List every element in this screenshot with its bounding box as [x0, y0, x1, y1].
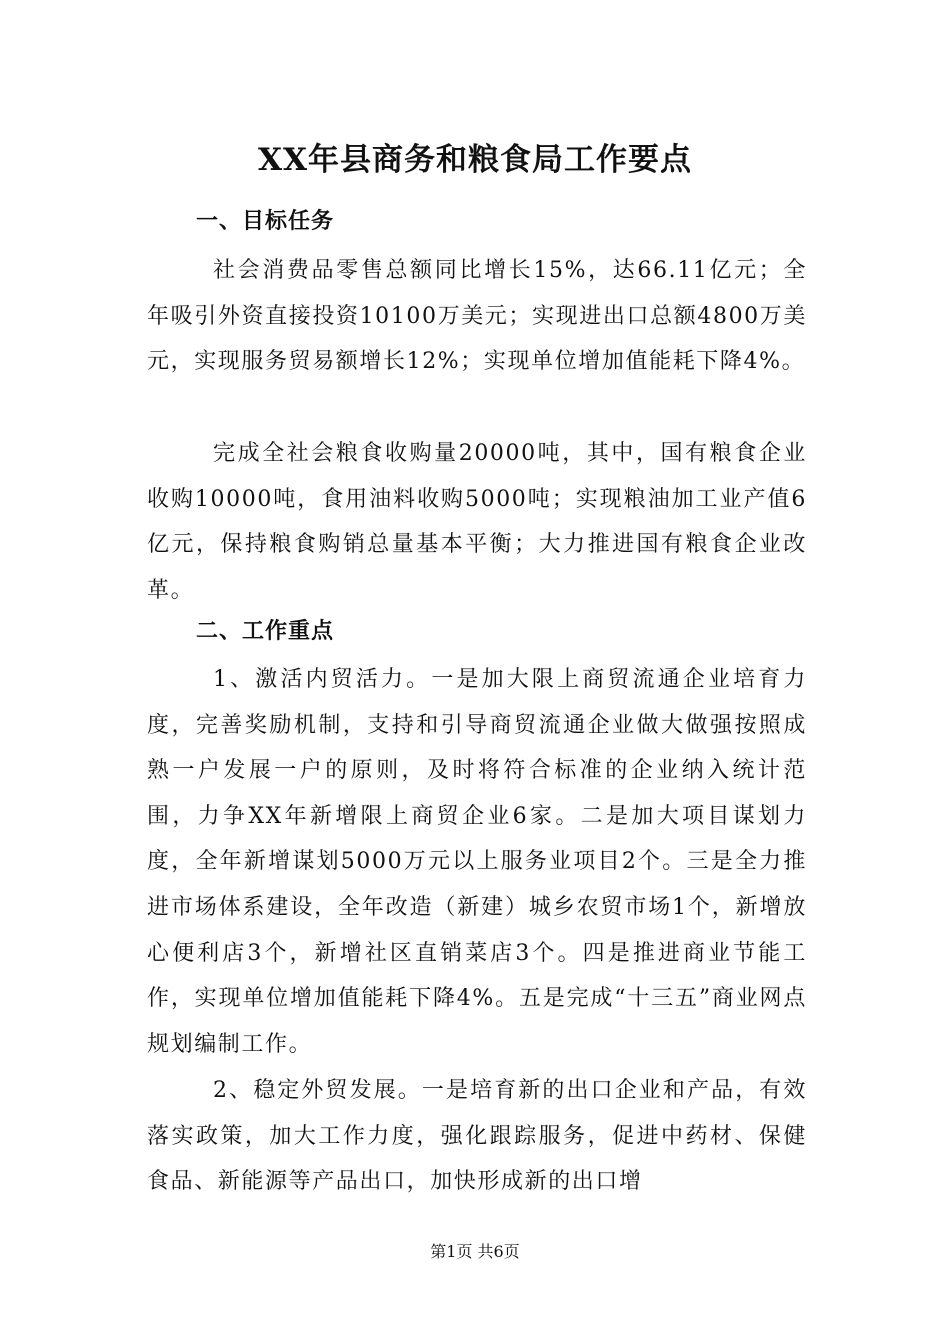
paragraph-targets-trade: 社会消费品零售总额同比增长15%，达66.11亿元；全年吸引外资直接投资10100万美元；实现进出口总额4800万美元，实现服务贸易额增长12%；实现单位增加值能耗下降4%。	[147, 258, 807, 375]
page-number-footer: 第1页 共6页	[430, 1242, 520, 1261]
paragraph-targets-grain: 完成全社会粮食收购量20000吨，其中，国有粮食企业收购10000吨，食用油料收购5000吨；实现粮油加工业产值6亿元，保持粮食购销总量基本平衡；大力推进国有粮食企业改革。	[147, 441, 807, 603]
document-title: XX年县商务和粮食局工作要点	[257, 142, 693, 178]
section-heading-priorities: 二、工作重点	[196, 619, 335, 644]
paragraph-domestic-trade: 1、激活内贸活力。一是加大限上商贸流通企业培育力度，完善奖励机制，支持和引导商贸流通企业做大做强按照成熟一户发展一户的原则，及时将符合标准的企业纳入统计范围，力争XX年新增限上商贸企业6家。二是加大项目谋划力度，全年新增谋划5000万元以上服务业项目2个。三是全力推进市场体系建设，全年改造（新建）城乡农贸市场1个，新增放心便利店3个，新增社区直销菜店3个。四是推进商业节能工作，实现单位增加值能耗下降4%。五是完成“十三五”商业网点规划编制工作。	[147, 667, 807, 1057]
section-heading-targets: 一、目标任务	[196, 209, 335, 234]
paragraph-foreign-trade: 2、稳定外贸发展。一是培育新的出口企业和产品，有效落实政策，加大工作力度，强化跟踪服务，促进中药材、保健食品、新能源等产品出口，加快形成新的出口增	[147, 1078, 807, 1195]
